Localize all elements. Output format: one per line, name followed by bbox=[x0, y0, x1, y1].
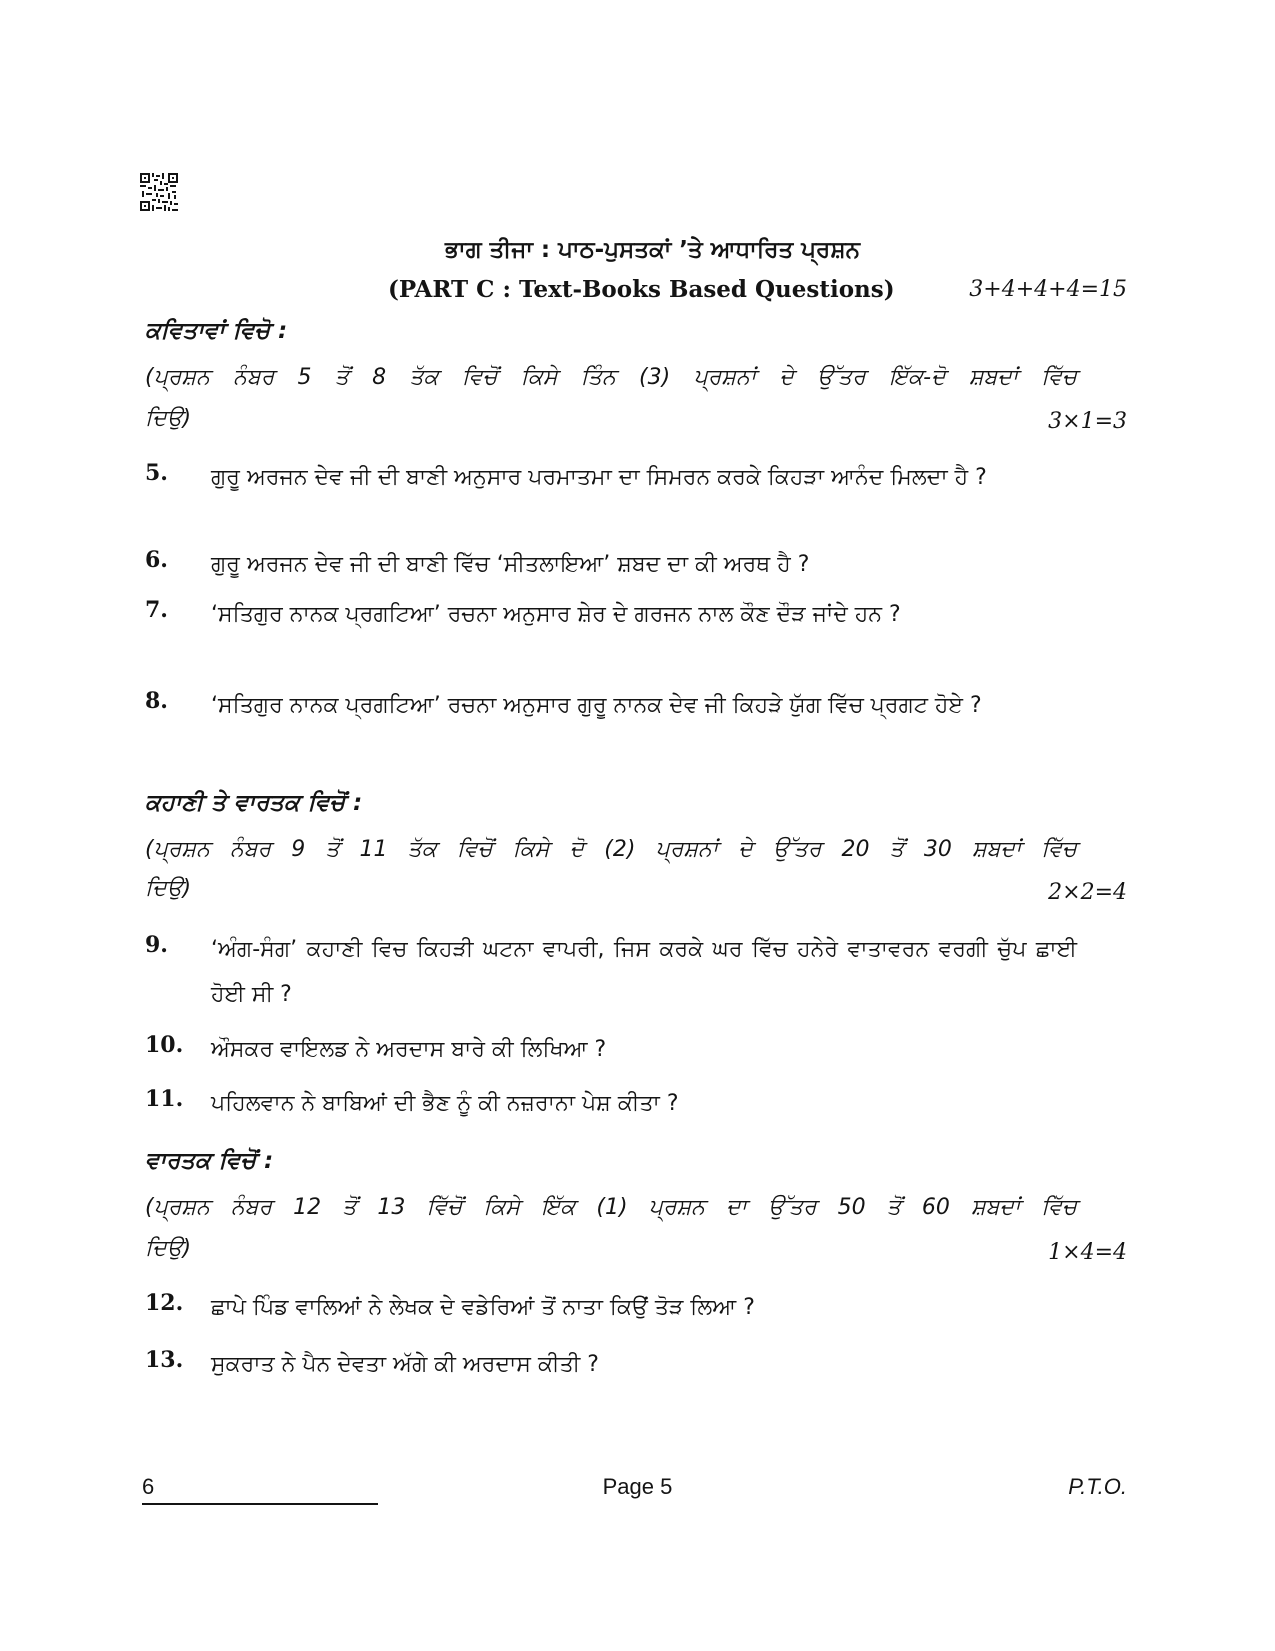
section-instruction-end: ਦਿਉ) bbox=[145, 1236, 192, 1261]
section-heading-prose: ਵਾਰਤਕ ਵਿਚੋਂ : bbox=[145, 1148, 274, 1174]
question-item bbox=[145, 1081, 1077, 1126]
question-number: 8. bbox=[145, 688, 168, 714]
question-number: 11. bbox=[145, 1086, 184, 1112]
section-heading-poems: ਕਵਿਤਾਵਾਂ ਵਿਚੋ : bbox=[145, 318, 288, 344]
question-item bbox=[145, 1342, 1077, 1387]
question-text: ਪਹਿਲਵਾਨ ਨੇ ਬਾਬਿਆਂ ਦੀ ਭੈਣ ਨੂੰ ਕੀ ਨਜ਼ਰਾਨਾ ਪੇਸ਼ ਕੀਤਾ ? bbox=[211, 1091, 679, 1116]
section-instruction: (ਪ੍ਰਸ਼ਨ ਨੰਬਰ 12 ਤੋਂ 13 ਵਿੱਚੋਂ ਕਿਸੇ ਇੱਕ (1) ਪ੍ਰਸ਼ਨ ਦਾ ਉੱਤਰ 50 ਤੋਂ 60 ਸ਼ਬਦਾਂ ਵਿੱਚ bbox=[145, 1195, 1077, 1220]
section-heading-story-prose: ਕਹਾਣੀ ਤੇ ਵਾਰਤਕ ਵਿਚੋਂ : bbox=[145, 790, 363, 816]
question-number: 7. bbox=[145, 597, 168, 623]
please-turn-over: P.T.O. bbox=[1068, 1474, 1127, 1499]
section-marks: 2×2=4 bbox=[1048, 880, 1127, 905]
part-title-english: (PART C : Text-Books Based Questions) bbox=[388, 276, 895, 303]
question-text: ‘ਸਤਿਗੁਰ ਨਾਨਕ ਪ੍ਰਗਟਿਆ’ ਰਚਨਾ ਅਨੁਸਾਰ ਗੁਰੂ ਨਾਨਕ ਦੇਵ ਜੀ ਕਿਹੜੇ ਯੁੱਗ ਵਿੱਚ ਪ੍ਰਗਟ ਹੋਏ ? bbox=[211, 693, 982, 718]
question-text: ਸੁਕਰਾਤ ਨੇ ਪੈਨ ਦੇਵਤਾ ਅੱਗੇ ਕੀ ਅਰਦਾਸ ਕੀਤੀ ? bbox=[211, 1352, 599, 1377]
question-text: ਗੁਰੂ ਅਰਜਨ ਦੇਵ ਜੀ ਦੀ ਬਾਣੀ ਵਿੱਚ ‘ਸੀਤਲਾਇਆ’ ਸ਼ਬਦ ਦਾ ਕੀ ਅਰਥ ਹੈ ? bbox=[211, 552, 810, 577]
question-text: ‘ਅੰਗ-ਸੰਗ’ ਕਹਾਣੀ ਵਿਚ ਕਿਹੜੀ ਘਟਨਾ ਵਾਪਰੀ, ਜਿਸ ਕਰਕੇ ਘਰ ਵਿੱਚ ਹਨੇਰੇ ਵਾਤਾਵਰਨ ਵਰਗੀ ਚੁੱਪ ਛਾਈ ਹੋਈ ਸੀ ? bbox=[211, 937, 1077, 1007]
question-number: 9. bbox=[145, 932, 168, 958]
question-text: ‘ਸਤਿਗੁਰ ਨਾਨਕ ਪ੍ਰਗਟਿਆ’ ਰਚਨਾ ਅਨੁਸਾਰ ਸ਼ੇਰ ਦੇ ਗਰਜਨ ਨਾਲ ਕੌਣ ਦੌੜ ਜਾਂਦੇ ਹਨ ? bbox=[211, 602, 901, 627]
question-number: 13. bbox=[145, 1347, 184, 1373]
question-item bbox=[145, 1027, 1077, 1072]
question-number: 10. bbox=[145, 1032, 184, 1058]
page-number: Page 5 bbox=[602, 1474, 673, 1499]
question-item bbox=[145, 592, 1077, 637]
question-number: 5. bbox=[145, 460, 168, 486]
part-title-punjabi: ਭਾਗ ਤੀਜਾ : ਪਾਠ-ਪੁਸਤਕਾਂ ’ਤੇ ਆਧਾਰਿਤ ਪ੍ਰਸ਼ਨ bbox=[444, 237, 861, 263]
total-marks: 3+4+4+4=15 bbox=[969, 277, 1127, 302]
section-instruction-end: ਦਿਉ) bbox=[145, 406, 192, 431]
section-marks: 1×4=4 bbox=[1048, 1240, 1127, 1265]
question-text: ਛਾਪੇ ਪਿੰਡ ਵਾਲਿਆਂ ਨੇ ਲੇਖਕ ਦੇ ਵਡੇਰਿਆਂ ਤੋਂ ਨਾਤਾ ਕਿਉਂ ਤੋੜ ਲਿਆ ? bbox=[211, 1295, 755, 1320]
section-marks: 3×1=3 bbox=[1048, 409, 1127, 434]
question-item bbox=[145, 683, 1077, 728]
question-item bbox=[145, 455, 1077, 500]
paper-code: 6 bbox=[142, 1474, 155, 1499]
question-item bbox=[145, 927, 1077, 1017]
question-text: ਗੁਰੂ ਅਰਜਨ ਦੇਵ ਜੀ ਦੀ ਬਾਣੀ ਅਨੁਸਾਰ ਪਰਮਾਤਮਾ ਦਾ ਸਿਮਰਨ ਕਰਕੇ ਕਿਹੜਾ ਆਨੰਦ ਮਿਲਦਾ ਹੈ ? bbox=[211, 465, 987, 490]
question-text: ਔਸਕਰ ਵਾਇਲਡ ਨੇ ਅਰਦਾਸ ਬਾਰੇ ਕੀ ਲਿਖਿਆ ? bbox=[211, 1037, 607, 1062]
section-instruction-end: ਦਿਉ) bbox=[145, 876, 192, 901]
section-instruction: (ਪ੍ਰਸ਼ਨ ਨੰਬਰ 5 ਤੋਂ 8 ਤੱਕ ਵਿਚੋਂ ਕਿਸੇ ਤਿੰਨ (3) ਪ੍ਰਸ਼ਨਾਂ ਦੇ ਉੱਤਰ ਇੱਕ-ਦੋ ਸ਼ਬਦਾਂ ਵਿੱਚ bbox=[145, 365, 1077, 390]
question-number: 12. bbox=[145, 1290, 184, 1316]
footer-rule bbox=[142, 1503, 378, 1505]
section-instruction: (ਪ੍ਰਸ਼ਨ ਨੰਬਰ 9 ਤੋਂ 11 ਤੱਕ ਵਿਚੋਂ ਕਿਸੇ ਦੋ (2) ਪ੍ਰਸ਼ਨਾਂ ਦੇ ਉੱਤਰ 20 ਤੋਂ 30 ਸ਼ਬਦਾਂ ਵਿੱਚ bbox=[145, 837, 1077, 862]
qr-code-icon bbox=[140, 173, 178, 211]
question-number: 6. bbox=[145, 547, 168, 573]
question-item bbox=[145, 542, 1077, 587]
question-item bbox=[145, 1285, 1077, 1330]
